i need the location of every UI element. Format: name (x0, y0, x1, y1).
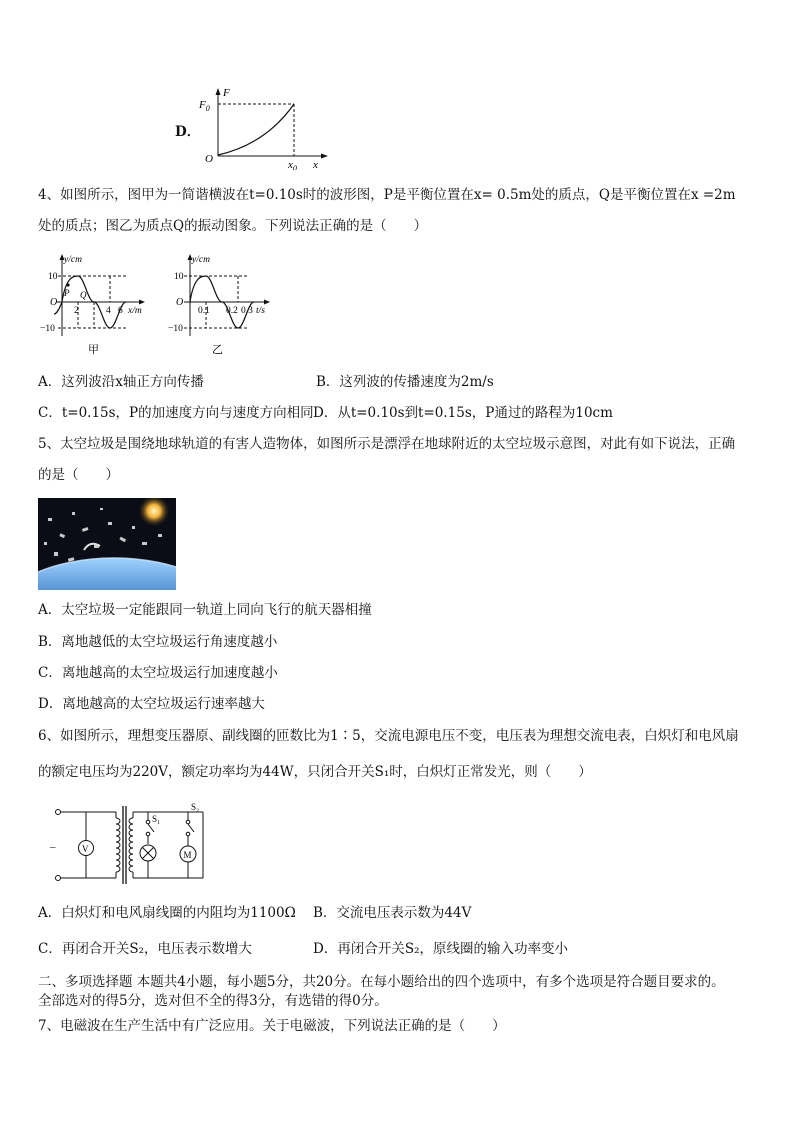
switch-s2-label: S₂ (191, 802, 200, 812)
fig-jia-point-q: Q (80, 290, 87, 300)
fig-jia-y-bottom: −10 (40, 324, 55, 334)
q5-stem-line1: 5、太空垃圾是围绕地球轨道的有害人造物体，如图所示是漂浮在地球附近的太空垃圾示意图，对此有如下说法，正确 (38, 436, 736, 452)
q7-stem-line1: 7、电磁波在生产生活中有广泛应用。关于电磁波，下列说法正确的是（ ） (38, 1018, 506, 1034)
q6-option-a[interactable]: A．白炽灯和电风扇线圈的内阻均为1100Ω (38, 905, 296, 921)
svg-text:S₁ (152, 814, 160, 824)
q6-option-c[interactable]: C．再闭合开关S₂，电压表示数增大 (38, 941, 252, 957)
svg-text:F0 (198, 99, 210, 113)
q6-option-d[interactable]: D．再闭合开关S₂，原线圈的输入功率变小 (313, 941, 568, 957)
q5-option-b[interactable]: B．离地越低的太空垃圾运行角速度越小 (38, 634, 278, 650)
q4-option-c[interactable]: C．t=0.15s，P的加速度方向与速度方向相同 (38, 405, 314, 421)
fig-jia-tick-2: 2 (74, 306, 79, 316)
q6-stem-line2: 的额定电压均为220V，额定功率均为44W，只闭合开关S₁时，白炽灯正常发光，则（ ） (38, 764, 592, 780)
fig-jia-tick-6: 6 (118, 306, 123, 316)
q4-option-a[interactable]: A．这列波沿x轴正方向传播 (38, 374, 204, 390)
svg-text:S₂ (191, 802, 199, 812)
fig-yi-y-unit: y/cm (192, 255, 210, 265)
fig-yi-caption: 乙 (212, 344, 223, 356)
fig-jia-y-top: 10 (48, 272, 58, 282)
graph-x0-sub: 0 (292, 164, 297, 170)
fig-jia-origin: O (50, 297, 58, 308)
q5-option-c[interactable]: C．离地越高的太空垃圾运行加速度越小 (38, 665, 278, 681)
q5-option-a[interactable]: A．太空垃圾一定能跟同一轨道上同向飞行的航天器相撞 (38, 602, 372, 618)
q6-stem-line1: 6、如图所示，理想变压器原、副线圈的匝数比为1∶5，交流电源电压不变，电压表为理想交流电表，白炽灯和电风扇 (38, 728, 739, 744)
fig-yi-y-top: 10 (174, 272, 184, 282)
fig-jia-point-p: P (64, 288, 70, 298)
svg-text:–: – (50, 841, 56, 853)
q5-option-d[interactable]: D．离地越高的太空垃圾运行速率越大 (38, 696, 265, 712)
fig-yi-y-bottom: −10 (168, 324, 183, 334)
section2-instructions-line2: 全部选对的得5分，选对但不全的得3分，有选错的得0分。 (38, 993, 388, 1009)
q3-option-d-label: D． (175, 124, 201, 140)
q4-option-d[interactable]: D．从t=0.10s到t=0.15s，P通过的路程为10cm (313, 405, 613, 421)
switch-s1-label: S₁ (152, 814, 161, 824)
fig-yi-tick-01: 0.1 (198, 306, 210, 316)
section2-instructions-line1: 二、多项选择题 本题共4小题，每小题5分，共20分。在每小题给出的四个选项中，有多个选项是符合题目要求的。 (38, 974, 725, 990)
fig-jia-tick-4: 4 (106, 306, 111, 316)
fig-yi-origin: O (176, 297, 184, 308)
graph-x0-label: x (288, 159, 293, 170)
graph-y-axis-label: F (223, 87, 230, 99)
fig-jia-x-unit: x/m (128, 306, 142, 316)
fig-jia-y-unit: y/cm (64, 255, 82, 265)
fig-yi-tick-02: 0.2 (226, 306, 238, 316)
motor-label: M (183, 850, 192, 860)
graph-f0-label: F (199, 99, 206, 111)
fig-jia-caption: 甲 (88, 344, 99, 356)
graph-f0-sub: 0 (205, 104, 210, 113)
voltmeter-label: V (82, 844, 89, 854)
graph-x-axis-label: x (313, 159, 318, 170)
fig-yi-tick-03: 0.3 (241, 306, 253, 316)
space-debris-image (38, 498, 176, 590)
q4-stem-line1: 4、如图所示，图甲为一简谐横波在t=0.10s时的波形图，P是平衡位置在x= 0.5m处的质点，Q是平衡位置在x =2m (38, 187, 736, 203)
q5-stem-line2: 的是（ ） (38, 467, 119, 483)
fig-yi-x-unit: t/s (256, 306, 265, 316)
svg-text:x0 (287, 159, 297, 170)
graph-origin-label: O (205, 153, 213, 165)
q4-figure-yi (168, 252, 278, 360)
q4-stem-line2: 处的质点；图乙为质点Q的振动图象。下列说法正确的是（ ） (38, 218, 428, 234)
q3-option-d-graph (196, 86, 336, 170)
q6-transformer-circuit (40, 798, 220, 890)
q4-option-b[interactable]: B．这列波的传播速度为2m/s (316, 374, 494, 390)
q4-figure-jia (38, 252, 154, 360)
q6-option-b[interactable]: B．交流电压表示数为44V (313, 905, 472, 921)
